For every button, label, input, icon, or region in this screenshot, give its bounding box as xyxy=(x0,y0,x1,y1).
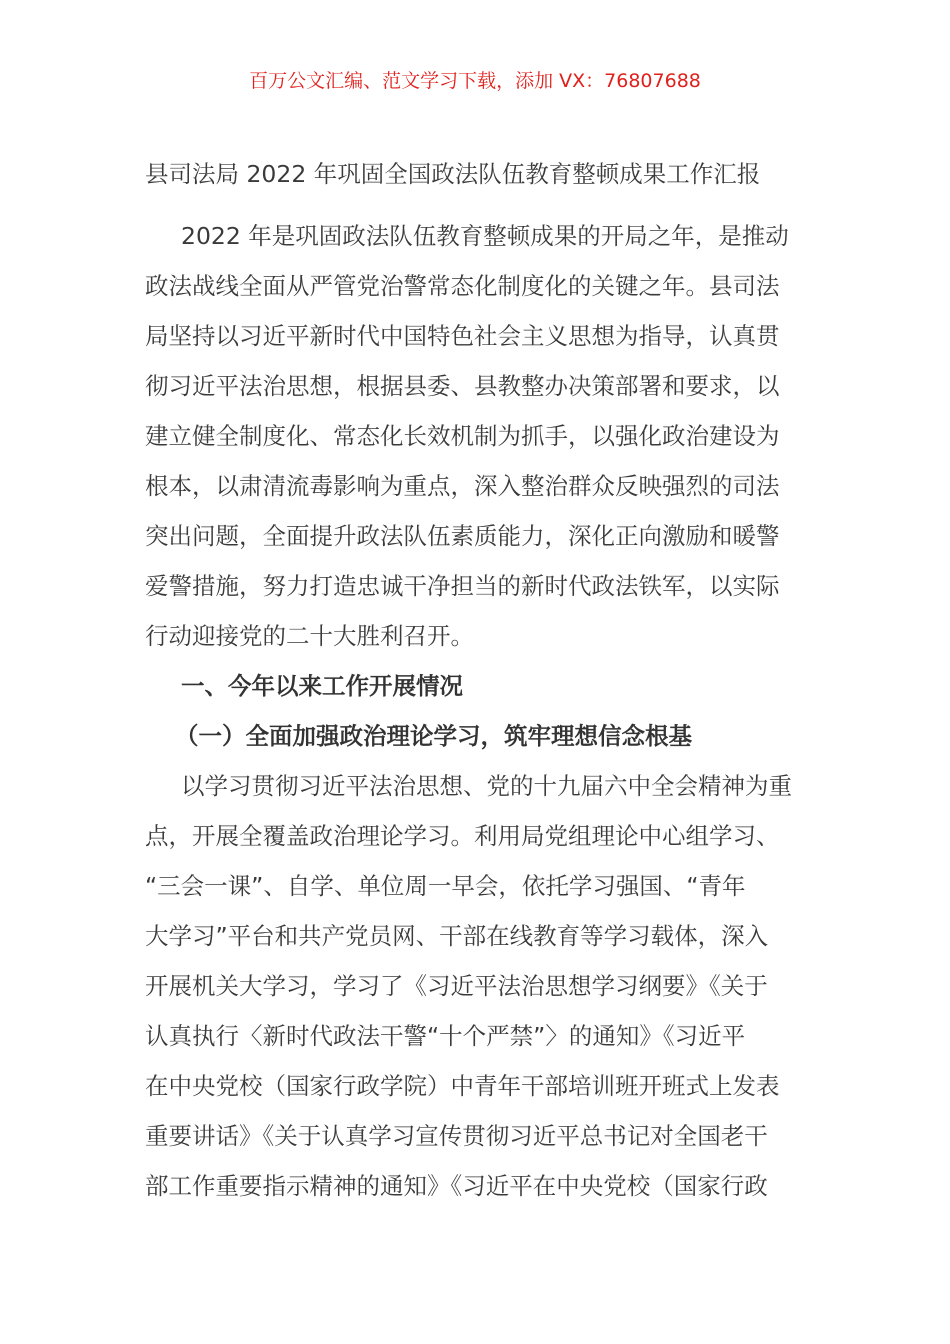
section-heading: 一、今年以来工作开展情况 xyxy=(181,672,463,700)
paragraph-line: 突出问题，全面提升政法队伍素质能力，深化正向激励和暖警 xyxy=(145,522,780,550)
document-title: 县司法局 2022 年巩固全国政法队伍教育整顿成果工作汇报 xyxy=(145,160,761,188)
paragraph-line: 根本，以肃清流毒影响为重点，深入整治群众反映强烈的司法 xyxy=(145,472,780,500)
paragraph-line: 重要讲话》《关于认真学习宣传贯彻习近平总书记对全国老干 xyxy=(145,1122,768,1150)
paragraph-line: 行动迎接党的二十大胜利召开。 xyxy=(145,622,474,650)
paragraph-line: 部工作重要指示精神的通知》《习近平在中央党校（国家行政 xyxy=(145,1172,768,1200)
paragraph-line: 点，开展全覆盖政治理论学习。利用局党组理论中心组学习、 xyxy=(145,822,780,850)
paragraph-line: 政法战线全面从严管党治警常态化制度化的关键之年。县司法 xyxy=(145,272,780,300)
paragraph-line: 大学习”平台和共产党员网、干部在线教育等学习载体，深入 xyxy=(145,922,769,950)
paragraph-line: 在中央党校（国家行政学院）中青年干部培训班开班式上发表 xyxy=(145,1072,780,1100)
paragraph-line: 爱警措施，努力打造忠诚干净担当的新时代政法铁军，以实际 xyxy=(145,572,780,600)
document-body xyxy=(145,216,805,1216)
subsection-heading: （一）全面加强政治理论学习，筑牢理想信念根基 xyxy=(175,722,692,750)
paragraph-line: 局坚持以习近平新时代中国特色社会主义思想为指导，认真贯 xyxy=(145,322,780,350)
paragraph-line: 彻习近平法治思想，根据县委、县教整办决策部署和要求，以 xyxy=(145,372,780,400)
paragraph-line: 认真执行〈新时代政法干警“十个严禁”〉的通知》《习近平 xyxy=(145,1022,746,1050)
paragraph-line: 开展机关大学习，学习了《习近平法治思想学习纲要》《关于 xyxy=(145,972,768,1000)
paragraph-line: “三会一课”、自学、单位周一早会，依托学习强国、“青年 xyxy=(145,872,746,900)
paragraph-line: 以学习贯彻习近平法治思想、党的十九届六中全会精神为重 xyxy=(181,772,792,800)
watermark-banner: 百万公文汇编、范文学习下载，添加 VX：76807688 xyxy=(249,70,701,92)
paragraph-line: 建立健全制度化、常态化长效机制为抓手，以强化政治建设为 xyxy=(145,422,780,450)
paragraph-line: 2022 年是巩固政法队伍教育整顿成果的开局之年，是推动 xyxy=(181,222,789,250)
